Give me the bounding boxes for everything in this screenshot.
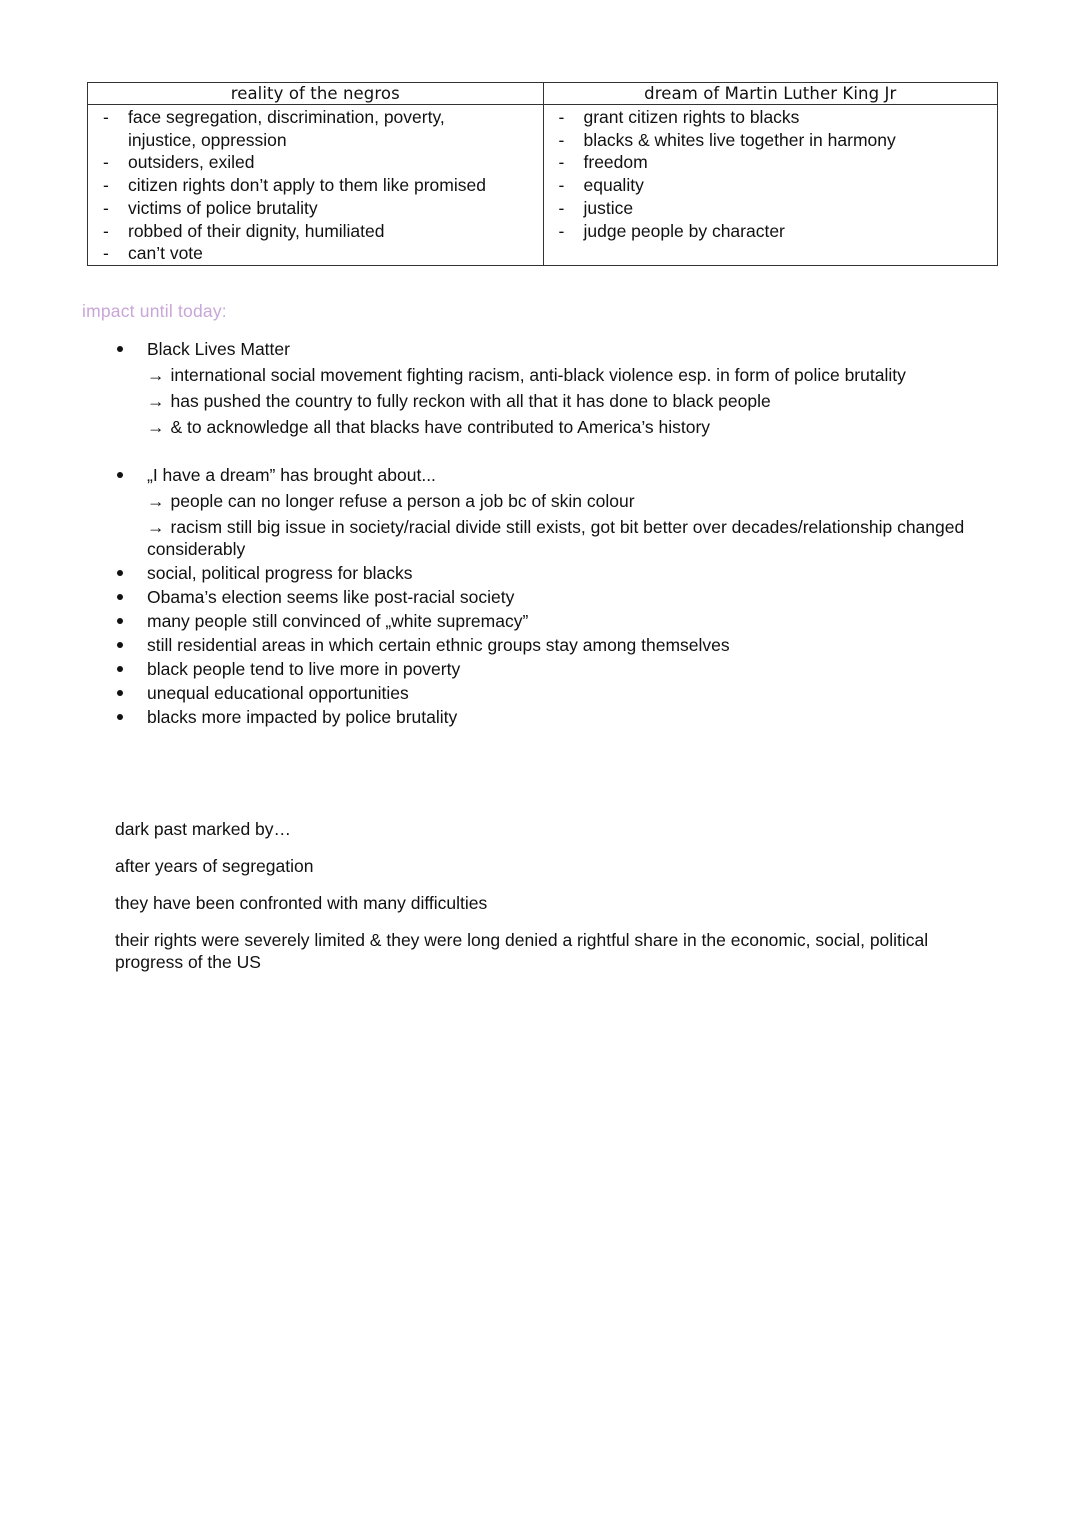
- phrase: they have been confronted with many difficulties: [115, 893, 488, 913]
- blm-point: → & to acknowledge all that blacks have contributed to America’s history: [147, 417, 711, 437]
- impact-bullet: unequal educational opportunities: [147, 682, 1017, 704]
- reality-column: [88, 83, 543, 265]
- impact-bullet: social, political progress for blacks: [147, 562, 1017, 584]
- comparison-table: [87, 82, 998, 266]
- blm-point: → international social movement fighting racism, anti-black violence esp. in form of police brutality: [147, 365, 906, 385]
- arrow-right-icon: →: [147, 365, 165, 385]
- dream-list: [544, 105, 998, 242]
- reality-header: reality of the negros: [88, 83, 543, 105]
- list-item: - grant citizen rights to blacks: [544, 106, 998, 129]
- arrow-right-icon: →: [147, 391, 165, 411]
- phrase: after years of segregation: [115, 856, 314, 876]
- arrow-right-icon: →: [147, 417, 165, 437]
- impact-heading: impact until today:: [82, 301, 227, 321]
- phrase: dark past marked by…: [115, 819, 292, 839]
- blm-bullet: [147, 338, 1017, 438]
- list-item: - judge people by character: [544, 220, 998, 243]
- impact-bullet: many people still convinced of „white supremacy”: [147, 610, 1017, 632]
- list-item: - outsiders, exiled: [88, 151, 543, 174]
- list-item: - can’t vote: [88, 242, 543, 265]
- arrow-right-icon: →: [147, 491, 165, 511]
- impact-bullet: Obama’s election seems like post-racial society: [147, 586, 1017, 608]
- phrase: their rights were severely limited & they were long denied a rightful share in the economic, social, political progress of the US: [115, 930, 929, 972]
- dream-point: → racism still big issue in society/racial divide still exists, got bit better over decades/relationship changed considerably: [147, 517, 965, 559]
- blm-title: Black Lives Matter: [147, 339, 290, 359]
- list-item: - victims of police brutality: [88, 197, 543, 220]
- list-item: - equality: [544, 174, 998, 197]
- impact-bullet: black people tend to live more in poverty: [147, 658, 1017, 680]
- reality-list: [88, 105, 543, 265]
- list-item: - justice: [544, 197, 998, 220]
- impact-bullet: still residential areas in which certain ethnic groups stay among themselves: [147, 634, 1017, 656]
- arrow-right-icon: →: [147, 517, 165, 537]
- dream-header: dream of Martin Luther King Jr: [544, 83, 998, 105]
- list-item: - robbed of their dignity, humiliated: [88, 220, 543, 243]
- list-item: - face segregation, discrimination, poverty, injustice, oppression: [88, 106, 478, 151]
- list-item: - blacks & whites live together in harmony: [544, 129, 998, 152]
- dream-title: „I have a dream” has brought about...: [147, 465, 436, 485]
- dream-bullet: [147, 464, 1017, 560]
- list-item: - freedom: [544, 151, 998, 174]
- impact-bullet: blacks more impacted by police brutality: [147, 706, 1017, 728]
- dream-point: → people can no longer refuse a person a job bc of skin colour: [147, 491, 635, 511]
- list-item: - citizen rights don’t apply to them like promised: [88, 174, 543, 197]
- blm-point: → has pushed the country to fully reckon with all that it has done to black people: [147, 391, 771, 411]
- dream-column: [543, 83, 998, 265]
